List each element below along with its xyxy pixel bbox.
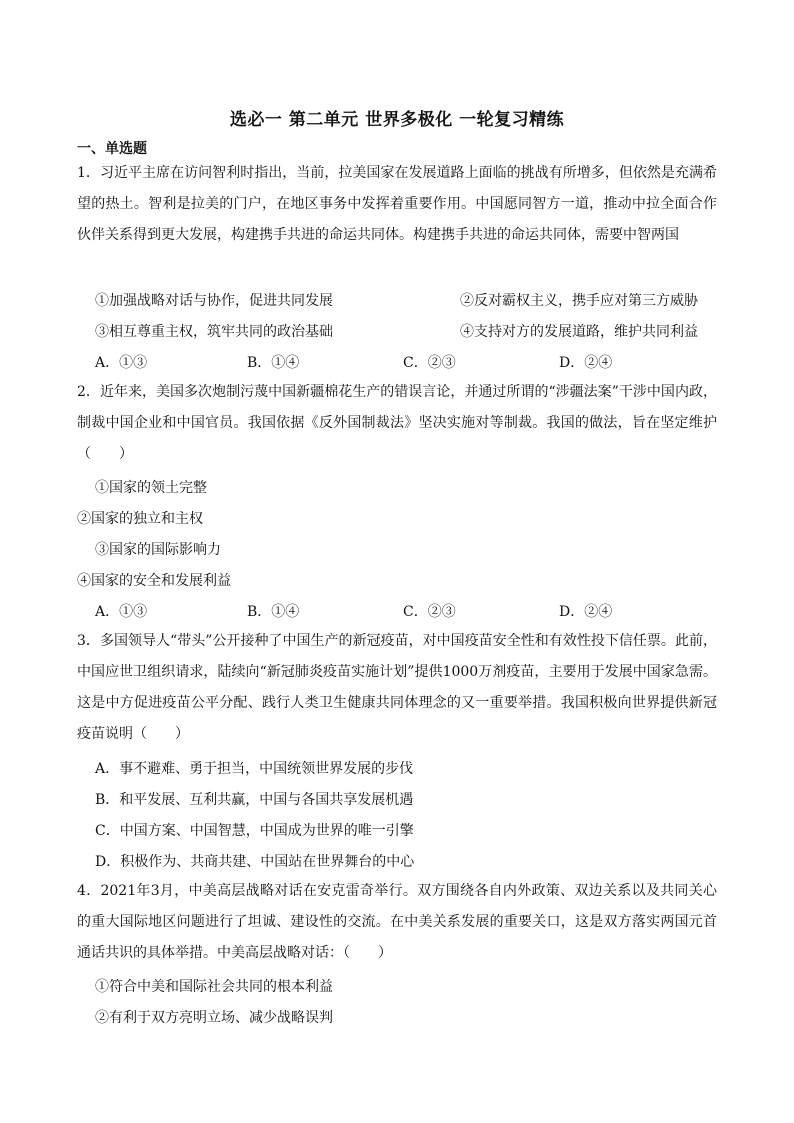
- q3-option-b: B．和平发展、互利共赢，中国与各国共享发展机遇: [95, 792, 414, 808]
- q2-option-a: A．①③: [95, 604, 148, 620]
- question-3-stem: 3．多国领导人“带头”公开接种了中国生产的新冠疫苗，对中国疫苗安全性和有效性投下信任票。此前，中国应世卫组织请求，陆续向“新冠肺炎疫苗实施计划”提供1000万剂疫苗，主要用于发展中国家急需。这是中方促进疫苗公平分配、践行人类卫生健康共同体理念的又一重要举措。我国积极向世界提供新冠疫苗说明（ ）: [77, 633, 717, 742]
- q2-statement-4: ④国家的安全和发展利益: [77, 573, 231, 589]
- q1-option-c: C．②③: [403, 355, 456, 371]
- q4-statement-2: ②有利于双方亮明立场、减少战略误判: [95, 1010, 333, 1026]
- q1-statement-3: ③相互尊重主权，筑牢共同的政治基础: [95, 324, 333, 340]
- q2-statement-3: ③国家的国际影响力: [95, 542, 221, 558]
- q1-option-b: B．①④: [247, 355, 300, 371]
- q1-option-d: D．②④: [559, 355, 613, 371]
- q2-option-b: B．①④: [247, 604, 300, 620]
- section-heading: 一、单选题: [77, 141, 147, 157]
- q1-option-a: A．①③: [95, 355, 148, 371]
- q1-statement-2: ②反对霸权主义，携手应对第三方威胁: [460, 293, 698, 309]
- question-1-stem: 1．习近平主席在访问智利时指出，当前，拉美国家在发展道路上面临的挑战有所增多，但依然是充满希望的热土。智利是拉美的门户，在地区事务中发挥着重要作用。中国愿同智方一道，推动中拉全面合作伙伴关系得到更大发展，构建携手共进的命运共同体。构建携手共进的命运共同体，需要中智两国: [77, 165, 717, 243]
- q1-statement-1: ①加强战略对话与协作，促进共同发展: [95, 293, 333, 309]
- q2-statement-1: ①国家的领土完整: [95, 480, 207, 496]
- q3-option-c: C．中国方案、中国智慧，中国成为世界的唯一引擎: [95, 823, 414, 839]
- q1-statement-4: ④支持对方的发展道路，维护共同利益: [460, 324, 698, 340]
- q4-statement-1: ①符合中美和国际社会共同的根本利益: [95, 979, 333, 995]
- q3-option-d: D．积极作为、共商共建、中国站在世界舞台的中心: [95, 854, 415, 870]
- question-4-stem: 4．2021年3月，中美高层战略对话在安克雷奇举行。双方围绕各自内外政策、双边关系以及共同关心的重大国际地区问题进行了坦诚、建设性的交流。在中美关系发展的重要关口，这是双方落实两国元首通话共识的具体举措。中美高层战略对话：（ ）: [77, 883, 717, 961]
- document-title: 选必一 第二单元 世界多极化 一轮复习精练: [229, 110, 565, 130]
- question-2-stem: 2．近年来，美国多次炮制污蔑中国新疆棉花生产的错误言论，并通过所谓的“涉疆法案”干涉中国内政，制裁中国企业和中国官员。我国依据《反外国制裁法》坚决实施对等制裁。我国的做法，旨在坚定维护（ ）: [77, 384, 717, 462]
- q3-option-a: A．事不避难、勇于担当，中国统领世界发展的步伐: [95, 761, 414, 777]
- q2-option-c: C．②③: [403, 604, 456, 620]
- q2-option-d: D．②④: [559, 604, 613, 620]
- q2-statement-2: ②国家的独立和主权: [77, 511, 203, 527]
